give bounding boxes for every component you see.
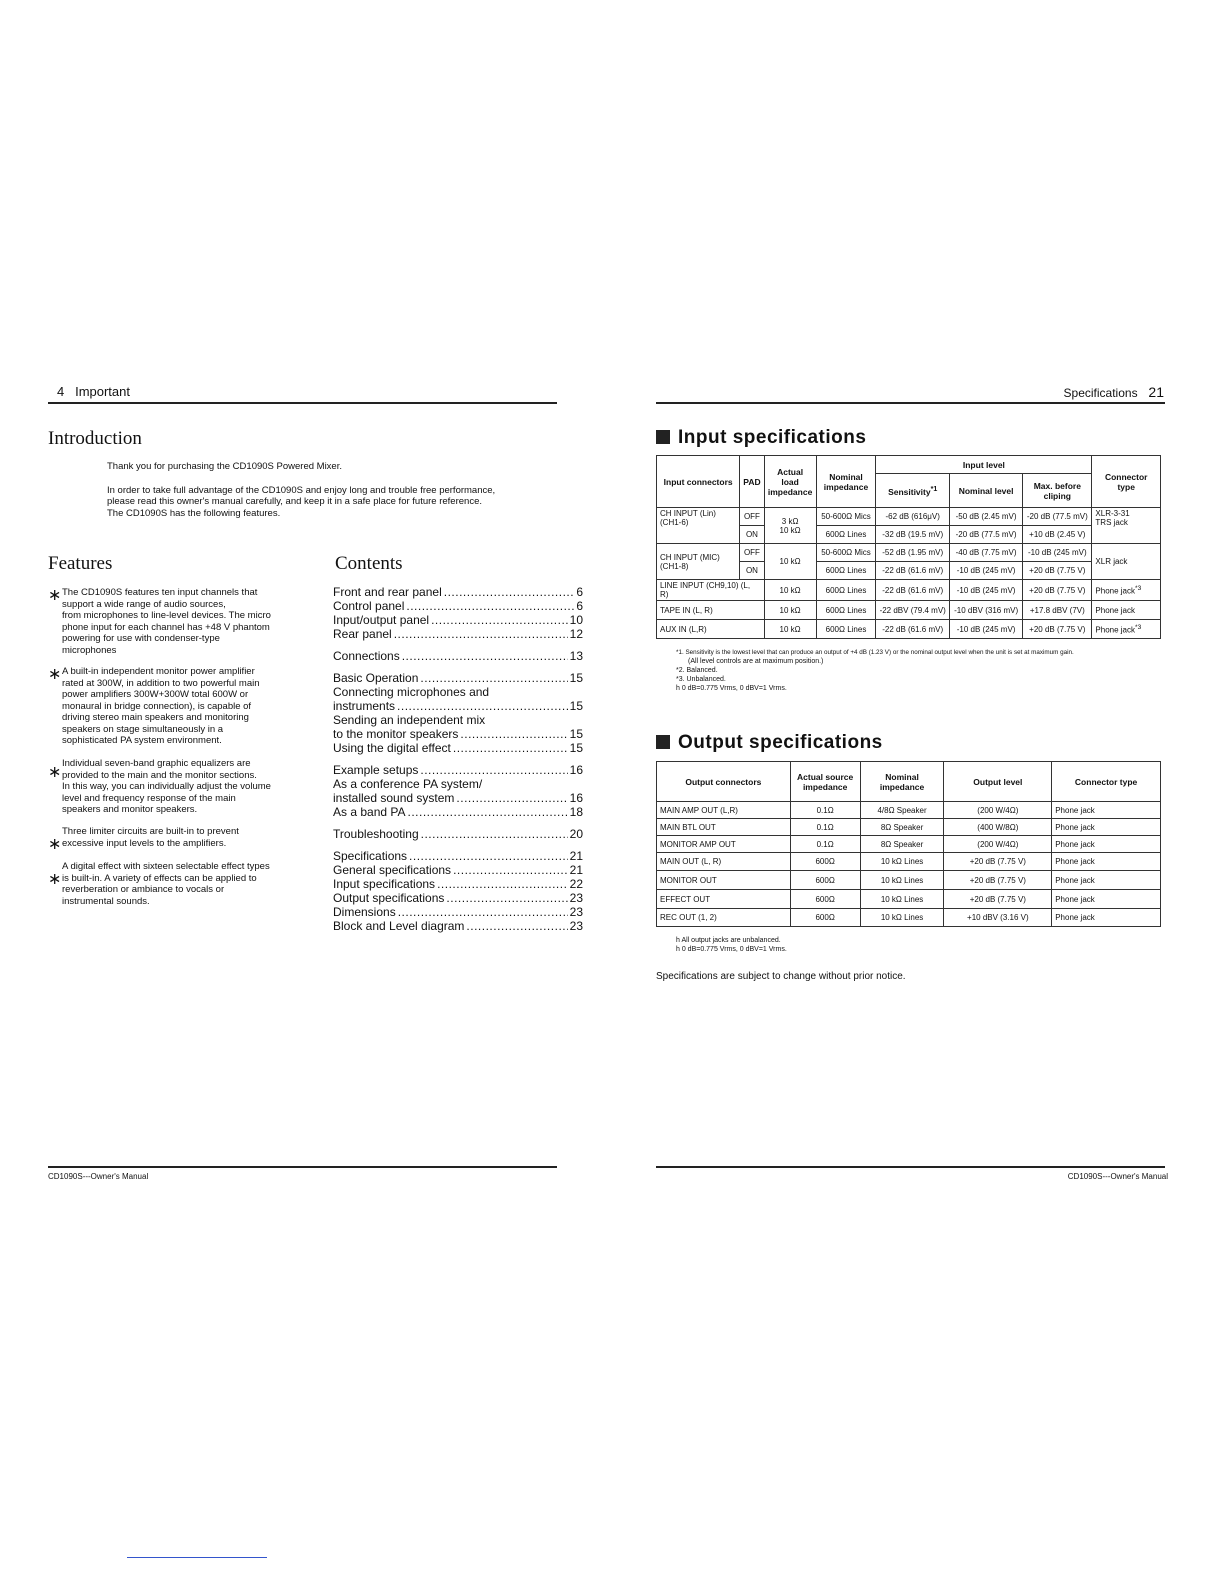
- introduction-text: [107, 461, 547, 519]
- feature-line: driving stereo main speakers and monitoring: [62, 712, 249, 723]
- feature-line: power amplifiers 300W+300W total 600W or: [62, 689, 249, 700]
- input-spec-title-text: Input specifications: [678, 427, 867, 448]
- toc-entry[interactable]: Block and Level diagram ..... 23: [333, 919, 583, 933]
- features-title: Features: [48, 553, 113, 574]
- toc-entry[interactable]: to the monitor speakers ..... 15: [333, 727, 583, 741]
- intro-p2-l3: The CD1090S has the following features.: [107, 507, 281, 519]
- feature-line: microphones: [62, 644, 117, 656]
- note-line: h 0 dB=0.775 Vrms, 0 dBV=1 Vrms.: [676, 685, 787, 692]
- toc-entry[interactable]: Front and rear panel ..... 6: [333, 585, 583, 599]
- col-header: PAD: [740, 456, 764, 508]
- feature-line: Three limiter circuits are built-in to prevent: [62, 826, 239, 837]
- feature-item: [62, 587, 294, 656]
- left-footer: CD1090S---Owner's Manual: [48, 1172, 149, 1181]
- input-spec-notes: [676, 648, 1156, 693]
- toc-entry[interactable]: Using the digital effect ..... 15: [333, 741, 583, 755]
- right-header-rule: [656, 402, 1165, 404]
- left-page-header: [57, 384, 130, 399]
- col-header-sensitivity: Sensitivity$^{*1}$: [876, 474, 950, 508]
- bullet-icon: ∗: [48, 764, 62, 781]
- bullet-icon: ∗: [48, 666, 62, 683]
- contents-title: Contents: [335, 553, 403, 574]
- toc-entry[interactable]: Sending an independent mix: [333, 713, 486, 727]
- table-row: MAIN AMP OUT (L,R) 0.1Ω 4/8Ω Speaker (200 W/4Ω) Phone jack: [657, 802, 1161, 819]
- feature-item: [62, 758, 294, 816]
- feature-line: The CD1090S features ten input channels that: [62, 587, 258, 598]
- toc-entry[interactable]: Control panel ..... 6: [333, 599, 583, 613]
- toc-entry[interactable]: instruments ..... 15: [333, 699, 583, 713]
- feature-line: phone input for each channel has +48 V phantom: [62, 621, 270, 633]
- left-header-rule: [48, 402, 557, 404]
- feature-item: [62, 861, 294, 907]
- table-row: TAPE IN (L, R) 10 kΩ 600Ω Lines -22 dBV (79.4 mV) -10 dBV (316 mV) +17.8 dBV (7V) Phone jack: [657, 601, 1161, 620]
- table-row: EFFECT OUT 600Ω 10 kΩ Lines +20 dB (7.75 V) Phone jack: [657, 890, 1161, 909]
- toc-entry[interactable]: Input specifications ..... 22: [333, 877, 583, 891]
- square-bullet-icon: [656, 735, 670, 749]
- feature-line: A built-in independent monitor power amplifier: [62, 666, 255, 677]
- introduction-title: Introduction: [48, 428, 142, 449]
- toc-entry[interactable]: As a band PA ..... 18: [333, 805, 583, 819]
- output-spec-title: [656, 732, 883, 754]
- toc-entry[interactable]: Troubleshooting ..... 20: [333, 827, 583, 841]
- right-page-number: 21: [1148, 384, 1164, 400]
- change-notice: Specifications are subject to change without prior notice.: [656, 971, 906, 982]
- note-line: (All level controls are at maximum position.): [688, 658, 824, 665]
- col-header: Actual source impedance: [790, 762, 860, 802]
- right-footer-rule: [656, 1166, 1165, 1168]
- col-header: Nominal level: [949, 474, 1022, 508]
- right-footer: CD1090S---Owner's Manual: [1067, 1172, 1168, 1181]
- right-page-header: [1056, 384, 1164, 400]
- feature-line: In this way, you can individually adjust the volume: [62, 781, 271, 792]
- toc-entry[interactable]: General specifications ..... 21: [333, 863, 583, 877]
- input-spec-table: [656, 455, 1161, 639]
- feature-line: powering for use with condenser-type: [62, 633, 220, 644]
- feature-line: support a wide range of audio sources,: [62, 598, 226, 610]
- col-header: Max. before cliping: [1023, 474, 1092, 508]
- feature-item: [62, 826, 294, 849]
- table-row: AUX IN (L,R) 10 kΩ 600Ω Lines -22 dB (61.6 mV) -10 dB (245 mV) +20 dB (7.75 V) Phone jack$^{*3}$: [657, 620, 1161, 639]
- feature-line: sophisticated PA system environment.: [62, 735, 222, 746]
- table-of-contents: [333, 585, 583, 933]
- toc-entry[interactable]: Input/output panel ..... 10: [333, 613, 583, 627]
- col-header: Nominal impedance: [860, 762, 944, 802]
- bullet-icon: ∗: [48, 836, 62, 853]
- feature-item: [62, 666, 294, 747]
- table-row: REC OUT (1, 2) 600Ω 10 kΩ Lines +10 dBV (3.16 V) Phone jack: [657, 909, 1161, 927]
- feature-line: Individual seven-band graphic equalizers are: [62, 758, 251, 769]
- toc-entry[interactable]: Connections ..... 13: [333, 649, 583, 663]
- square-bullet-icon: [656, 430, 670, 444]
- feature-line: speakers on stage simultaneously in a: [62, 723, 224, 735]
- feature-line: provided to the main and the monitor sections.: [62, 769, 257, 781]
- col-header: Nominal impedance: [816, 456, 876, 508]
- output-spec-notes: [676, 936, 1076, 954]
- toc-entry[interactable]: Dimensions ..... 23: [333, 905, 583, 919]
- toc-entry[interactable]: Example setups ..... 16: [333, 763, 583, 777]
- table-row: MONITOR AMP OUT 0.1Ω 8Ω Speaker (200 W/4Ω) Phone jack: [657, 836, 1161, 853]
- note-line: *1. Sensitivity is the lowest level that can produce an output of +4 dB (1.23 V) or the nominal output level when the unit is set at maximum gain.: [676, 649, 1074, 656]
- table-row: MAIN BTL OUT 0.1Ω 8Ω Speaker (400 W/8Ω) Phone jack: [657, 819, 1161, 836]
- table-row: CH INPUT (MIC) (CH1-8) OFF 10 kΩ 50-600Ω Mics -52 dB (1.95 mV) -40 dB (7.75 mV) -10 dB (245 mV) XLR jack: [657, 544, 1161, 562]
- intro-p2-l1: In order to take full advantage of the CD1090S and enjoy long and trouble free performance,: [107, 484, 496, 496]
- note-line: h All output jacks are unbalanced.: [676, 937, 781, 944]
- col-header: Input level: [876, 456, 1092, 474]
- feature-line: reverberation or ambiance to vocals or: [62, 884, 225, 895]
- output-spec-title-text: Output specifications: [678, 732, 883, 753]
- input-spec-title: [656, 427, 866, 449]
- output-spec-table: [656, 761, 1161, 927]
- feature-line: speakers and monitor speakers.: [62, 804, 198, 815]
- table-row: MONITOR OUT 600Ω 10 kΩ Lines +20 dB (7.75 V) Phone jack: [657, 871, 1161, 890]
- col-header: Connector type: [1092, 456, 1161, 508]
- toc-entry[interactable]: Connecting microphones and: [333, 685, 490, 699]
- bullet-icon: ∗: [48, 871, 62, 888]
- feature-line: rated at 300W, in addition to two powerful main: [62, 677, 260, 689]
- feature-line: instrumental sounds.: [62, 895, 150, 907]
- toc-entry[interactable]: Rear panel ..... 12: [333, 627, 583, 641]
- intro-p1: Thank you for purchasing the CD1090S Powered Mixer.: [107, 461, 342, 472]
- table-row: CH INPUT (Lin) (CH1-6) OFF 3 kΩ 10 kΩ 50-600Ω Mics -62 dB (616μV) -50 dB (2.45 mV) -20 dB (77.5 mV) XLR-3-31 TRS jack: [657, 508, 1161, 526]
- table-row: ON 600Ω Lines -22 dB (61.6 mV) -10 dB (245 mV) +20 dB (7.75 V): [657, 562, 1161, 580]
- toc-entry[interactable]: Output specifications ..... 23: [333, 891, 583, 905]
- table-row: MAIN OUT (L, R) 600Ω 10 kΩ Lines +20 dB (7.75 V) Phone jack: [657, 853, 1161, 871]
- feature-line: monaural in bridge connection), is capable of: [62, 700, 252, 712]
- toc-entry[interactable]: Specifications ..... 21: [333, 849, 583, 863]
- note-line: *3. Unbalanced.: [676, 676, 726, 683]
- table-row: ON 600Ω Lines -32 dB (19.5 mV) -20 dB (77.5 mV) +10 dB (2.45 V): [657, 526, 1161, 544]
- left-footer-rule: [48, 1166, 557, 1168]
- intro-p2-l2: please read this owner's manual carefully, and keep it in a safe place for future reference.: [107, 496, 482, 507]
- toc-entry[interactable]: As a conference PA system/: [333, 777, 483, 791]
- table-row: LINE INPUT (CH9,10) (L, R) 10 kΩ 600Ω Lines -22 dB (61.6 mV) -10 dB (245 mV) +20 dB (7.75 V) Phone jack$^{*3}$: [657, 580, 1161, 601]
- toc-entry[interactable]: Basic Operation ..... 15: [333, 671, 583, 685]
- left-page-number: 4: [57, 384, 65, 399]
- feature-line: is built-in. A variety of effects can be applied to: [62, 872, 257, 884]
- bottom-link-line: [127, 1557, 267, 1558]
- feature-line: from microphones to line-level devices. The micro: [62, 610, 271, 621]
- bullet-icon: ∗: [48, 587, 62, 604]
- col-header: Actual load impedance: [764, 456, 816, 508]
- col-header: Input connectors: [657, 456, 740, 508]
- note-line: *2. Balanced.: [676, 667, 718, 674]
- note-line: h 0 dB=0.775 Vrms, 0 dBV=1 Vrms.: [676, 946, 787, 953]
- feature-line: level and frequency response of the main: [62, 792, 236, 804]
- feature-line: excessive input levels to the amplifiers.: [62, 837, 227, 849]
- right-page-section: Specifications: [1063, 386, 1138, 400]
- col-header: Output connectors: [657, 762, 791, 802]
- col-header: Connector type: [1052, 762, 1161, 802]
- left-page-section: Important: [75, 384, 130, 399]
- col-header: Output level: [944, 762, 1052, 802]
- feature-line: A digital effect with sixteen selectable effect types: [62, 861, 270, 872]
- toc-entry[interactable]: installed sound system ..... 16: [333, 791, 583, 805]
